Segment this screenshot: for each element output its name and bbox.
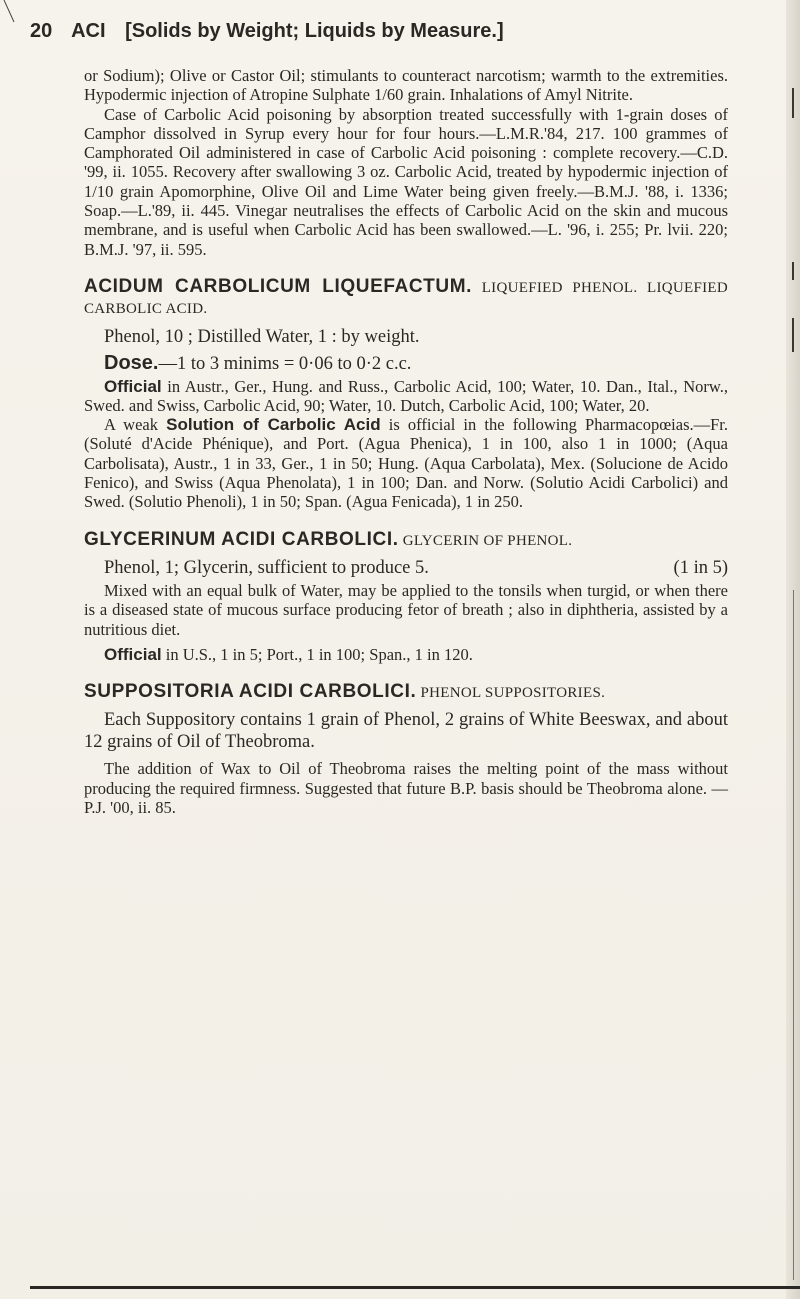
- edge-mark: [792, 88, 794, 118]
- weak-solution-label: Solution of Carbolic Acid: [166, 415, 381, 435]
- weak-solution-text: is official in the following Pharmacopœias.—Fr. (Soluté d'Acide Phénique), and Port. (Agua Phenica), 1 in 100, also 1 in 1000; (Aqua Carbolisata), Austr., 1 in 33, Ger., 1 in 50; Hung. (Aqua Carbolata), Mex. (Solucione de Acido Fenico), and Swiss (Aqua Phenolata), 1 in 100; Dan. and Norw. (Solutio Acidi Carbolici) and Swed. (Solutio Phenoli), 1 in 50; Span. (Agua Fenicada), 1 in 250.: [84, 415, 729, 512]
- edge-mark: [792, 318, 794, 352]
- ratio-label: (1 in 5): [673, 557, 728, 578]
- official-label: Official: [104, 644, 162, 664]
- page-corner-line: [0, 0, 30, 40]
- section-heading-suppositoria: [84, 682, 728, 703]
- section-heading-glycerinum: [84, 530, 728, 551]
- dose-line: [104, 352, 728, 375]
- note-paragraph: The addition of Wax to Oil of Theobroma raises the melting point of the mass without producing the required firmness. Suggested that future B.P. basis should be Theobroma alone. —P.J. '00, ii. 85.: [84, 759, 728, 818]
- usage-paragraph: Mixed with an equal bulk of Water, may be applied to the tonsils when turgid, or when there is a diseased state of mucous surface producing fetor of breath ; also in diphtheria, assisted by a nutritious diet.: [84, 580, 728, 639]
- weak-intro: A weak: [104, 415, 158, 435]
- edge-mark: [793, 590, 794, 1280]
- running-head: ACI: [71, 20, 106, 42]
- formula-text: Phenol, 1; Glycerin, sufficient to produce 5.: [104, 557, 429, 578]
- formula-line: Phenol, 10 ; Distilled Water, 1 : by weight.: [104, 326, 420, 347]
- section-title: SUPPOSITORIA ACIDI CARBOLICI.: [84, 681, 417, 703]
- section-heading-liquefactum: [84, 277, 728, 320]
- section-title: ACIDUM CARBOLICUM LIQUEFACTUM.: [84, 275, 473, 297]
- paragraph-continuation: or Sodium); Olive or Castor Oil; stimulants to counteract narcotism; warmth to the extremities. Hypodermic injection of Atropine Sulphate 1/60 grain. Inhalations of Amyl Nitrite.: [84, 66, 728, 105]
- paragraph-camphor-cases: Case of Carbolic Acid poisoning by absorption treated successfully with 1-grain doses of Camphor dissolved in Syrup every hour for four hours.—L.M.R.'84, 217. 100 grammes of Camphorated Oil administered in case of Carbolic Acid poisoning : complete recovery.—C.D. '99, ii. 1055. Recovery after swallowing 3 oz. Carbolic Acid, treated by hypodermic injection of 1/10 grain Apomorphine, Olive Oil and Lime Water being given freely.—B.M.J. '88, i. 1336; Soap.—L.'89, ii. 445. Vinegar neutralises the effects of Carbolic Acid on the skin and mucous membrane, and is useful when Carbolic Acid has been swallowed.—L. '96, i. 255; Pr. lvii. 220; B.M.J. '97, ii. 595.: [84, 104, 728, 259]
- official-text: in U.S., 1 in 5; Port., 1 in 100; Span., 1 in 120.: [165, 644, 473, 664]
- official-paragraph: [84, 645, 728, 664]
- section-subtitle: LIQUEFIED PHENOL. LIQUEFIED CARBOLIC ACID.: [84, 279, 729, 318]
- page-header: [30, 20, 750, 43]
- section-subtitle: PHENOL SUPPOSITORIES.: [420, 685, 606, 702]
- page-number: 20: [30, 20, 53, 42]
- dose-text: —1 to 3 minims = 0·06 to 0·2 c.c.: [158, 353, 412, 374]
- formula-line: [104, 557, 728, 579]
- header-note: [Solids by Weight; Liquids by Measure.]: [125, 20, 504, 42]
- edge-mark: [792, 262, 794, 280]
- bottom-rule: [30, 1286, 800, 1289]
- official-paragraph: [84, 377, 728, 416]
- official-text: in Austr., Ger., Hung. and Russ., Carbolic Acid, 100; Water, 10. Dan., Ital., Norw., Swed. and Swiss, Carbolic Acid, 90; Water, 10. Dutch, Carbolic Acid, 100; Water, 20.: [84, 376, 729, 415]
- formula-paragraph: Each Suppository contains 1 grain of Phenol, 2 grains of White Beeswax, and about 12 grains of Oil of Theobroma.: [84, 710, 728, 753]
- dose-label: Dose.: [104, 351, 159, 374]
- official-label: Official: [104, 376, 162, 396]
- section-subtitle: GLYCERIN OF PHENOL.: [402, 532, 573, 549]
- weak-solution-paragraph: [84, 415, 728, 511]
- section-title: GLYCERINUM ACIDI CARBOLICI.: [84, 528, 399, 550]
- page-content: [84, 66, 728, 817]
